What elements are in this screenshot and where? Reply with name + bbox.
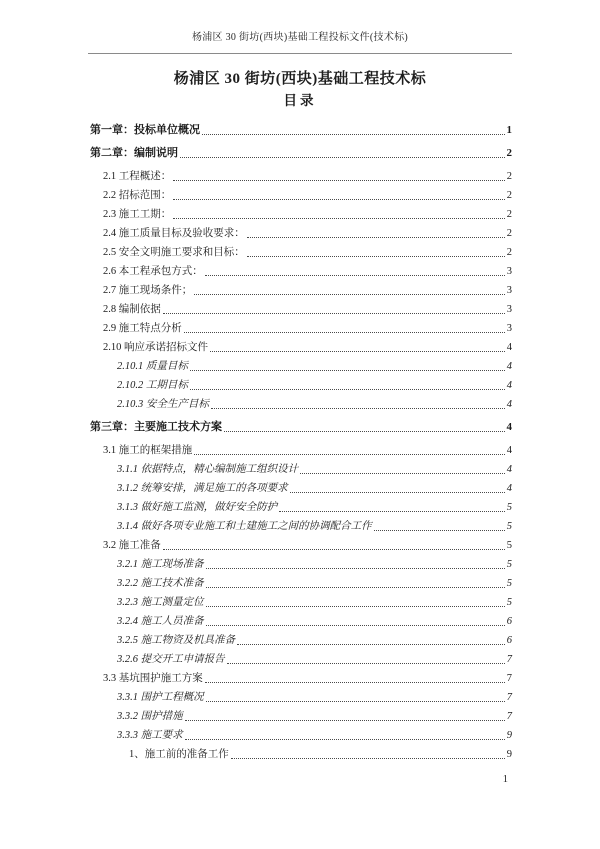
toc-leader-dots xyxy=(210,351,505,352)
toc-list xyxy=(88,119,512,762)
toc-entry-page: 2 xyxy=(506,147,512,159)
toc-entry xyxy=(88,203,512,222)
toc-leader-dots xyxy=(180,157,505,158)
toc-leader-dots xyxy=(173,199,505,200)
toc-heading: 目录 xyxy=(283,93,317,108)
toc-entry-label: 2.7 施工现场条件； xyxy=(103,285,193,296)
toc-entry-label: 2.2 招标范围： xyxy=(103,190,172,201)
toc-entry-page: 7 xyxy=(506,673,512,684)
toc-entry-label: 3.3 基坑围护施工方案 xyxy=(103,673,203,684)
toc-leader-dots xyxy=(290,492,505,493)
toc-entry-label: 2.10.3 安全生产目标 xyxy=(117,399,209,410)
toc-entry xyxy=(88,279,512,298)
toc-entry xyxy=(88,142,512,161)
toc-leader-dots xyxy=(211,408,505,409)
toc-entry xyxy=(88,317,512,336)
toc-entry-label: 3.2.5 施工物资及机具准备 xyxy=(117,635,236,646)
document-title: 杨浦区 30 街坊(西块)基础工程技术标 xyxy=(173,71,427,87)
toc-entry-label: 3.3.1 围护工程概况 xyxy=(117,692,204,703)
toc-entry-label: 2.10.1 质量目标 xyxy=(117,361,188,372)
toc-entry-label: 第一章：投标单位概况 xyxy=(90,124,200,136)
toc-entry xyxy=(88,241,512,260)
toc-entry xyxy=(88,591,512,610)
toc-leader-dots xyxy=(237,644,505,645)
toc-entry-page: 5 xyxy=(506,521,512,532)
toc-entry-label: 2.6 本工程承包方式： xyxy=(103,266,203,277)
toc-entry-label: 2.4 施工质量目标及验收要求： xyxy=(103,228,245,239)
toc-entry xyxy=(88,165,512,184)
toc-leader-dots xyxy=(173,218,505,219)
toc-entry-page: 4 xyxy=(506,361,512,372)
toc-entry xyxy=(88,515,512,534)
toc-entry-label: 3.1.4 做好各项专业施工和土建施工之间的协调配合工作 xyxy=(117,521,372,532)
toc-entry-label: 第三章：主要施工技术方案 xyxy=(90,421,222,433)
toc-entry-page: 2 xyxy=(506,171,512,182)
toc-entry-label: 3.2.2 施工技术准备 xyxy=(117,578,204,589)
toc-entry-label: 2.9 施工特点分析 xyxy=(103,323,182,334)
toc-entry xyxy=(88,416,512,435)
toc-entry-page: 7 xyxy=(506,711,512,722)
toc-entry xyxy=(88,260,512,279)
toc-leader-dots xyxy=(247,237,505,238)
running-header-title: 杨浦区 30 街坊(西块)基础工程投标文件(技术标) xyxy=(191,32,409,43)
toc-entry-page: 4 xyxy=(506,464,512,475)
toc-entry-label: 2.1 工程概述： xyxy=(103,171,172,182)
toc-leader-dots xyxy=(185,739,505,740)
toc-leader-dots xyxy=(206,701,505,702)
toc-entry-page: 4 xyxy=(506,342,512,353)
toc-entry-page: 4 xyxy=(506,399,512,410)
toc-entry xyxy=(88,458,512,477)
toc-entry xyxy=(88,743,512,762)
toc-entry xyxy=(88,439,512,458)
toc-entry-label: 3.2.4 施工人员准备 xyxy=(117,616,204,627)
toc-entry-label: 3.1 施工的框架措施 xyxy=(103,445,193,456)
toc-entry-page: 6 xyxy=(506,616,512,627)
toc-entry-page: 4 xyxy=(506,421,512,433)
toc-leader-dots xyxy=(173,180,505,181)
toc-leader-dots xyxy=(185,720,505,721)
toc-leader-dots xyxy=(194,454,505,455)
toc-entry xyxy=(88,119,512,138)
toc-leader-dots xyxy=(194,294,505,295)
toc-entry-page: 7 xyxy=(506,654,512,665)
toc-entry-page: 5 xyxy=(506,502,512,513)
toc-entry xyxy=(88,355,512,374)
toc-entry-page: 9 xyxy=(506,730,512,741)
toc-entry-page: 4 xyxy=(506,483,512,494)
header-divider-line xyxy=(88,53,512,54)
toc-entry-label: 3.3.2 围护措施 xyxy=(117,711,183,722)
toc-entry-label: 3.1.1 依据特点，精心编制施工组织设计 xyxy=(117,464,299,475)
toc-leader-dots xyxy=(224,431,505,432)
page-header xyxy=(88,32,512,54)
toc-entry xyxy=(88,724,512,743)
toc-entry xyxy=(88,610,512,629)
toc-leader-dots xyxy=(163,549,505,550)
toc-entry-label: 2.5 安全文明施工要求和目标： xyxy=(103,247,245,258)
toc-entry xyxy=(88,686,512,705)
toc-leader-dots xyxy=(231,758,505,759)
toc-entry-label: 3.2 施工准备 xyxy=(103,540,161,551)
toc-leader-dots xyxy=(205,275,505,276)
footer-page-number: 1 xyxy=(502,774,508,785)
toc-entry xyxy=(88,629,512,648)
toc-entry-page: 2 xyxy=(506,228,512,239)
toc-leader-dots xyxy=(190,389,505,390)
toc-entry-page: 4 xyxy=(506,380,512,391)
toc-entry-page: 5 xyxy=(506,559,512,570)
toc-entry-label: 3.1.3 做好施工监测，做好安全防护 xyxy=(117,502,278,513)
toc-entry xyxy=(88,705,512,724)
toc-leader-dots xyxy=(374,530,505,531)
toc-entry-label: 2.8 编制依据 xyxy=(103,304,161,315)
toc-leader-dots xyxy=(206,625,505,626)
toc-entry xyxy=(88,374,512,393)
toc-entry xyxy=(88,667,512,686)
toc-entry xyxy=(88,534,512,553)
toc-entry xyxy=(88,184,512,203)
toc-leader-dots xyxy=(227,663,505,664)
toc-entry-page: 3 xyxy=(506,285,512,296)
toc-entry-page: 5 xyxy=(506,540,512,551)
toc-leader-dots xyxy=(190,370,505,371)
toc-entry-page: 2 xyxy=(506,247,512,258)
toc-leader-dots xyxy=(206,606,505,607)
toc-entry-page: 1 xyxy=(506,124,512,136)
toc-entry xyxy=(88,336,512,355)
toc-leader-dots xyxy=(206,568,505,569)
toc-entry-page: 2 xyxy=(506,209,512,220)
toc-entry xyxy=(88,572,512,591)
toc-entry-label: 2.10.2 工期目标 xyxy=(117,380,188,391)
toc-leader-dots xyxy=(202,134,505,135)
toc-entry-page: 3 xyxy=(506,304,512,315)
toc-entry xyxy=(88,553,512,572)
toc-entry xyxy=(88,298,512,317)
toc-leader-dots xyxy=(205,682,505,683)
toc-entry-page: 6 xyxy=(506,635,512,646)
toc-leader-dots xyxy=(163,313,505,314)
toc-entry-page: 3 xyxy=(506,323,512,334)
toc-entry-label: 1、施工前的准备工作 xyxy=(129,749,229,760)
toc-entry-label: 2.3 施工工期： xyxy=(103,209,172,220)
toc-leader-dots xyxy=(206,587,505,588)
toc-entry-page: 2 xyxy=(506,190,512,201)
toc-entry-label: 2.10 响应承诺招标文件 xyxy=(103,342,208,353)
toc-entry-label: 3.2.1 施工现场准备 xyxy=(117,559,204,570)
toc-leader-dots xyxy=(300,473,505,474)
toc-entry-page: 9 xyxy=(506,749,512,760)
toc-entry xyxy=(88,648,512,667)
toc-entry-label: 3.2.3 施工测量定位 xyxy=(117,597,204,608)
toc-entry xyxy=(88,393,512,412)
toc-entry-label: 3.1.2 统筹安排，满足施工的各项要求 xyxy=(117,483,288,494)
toc-entry-label: 第二章：编制说明 xyxy=(90,147,178,159)
toc-entry xyxy=(88,496,512,515)
toc-entry-label: 3.2.6 提交开工申请报告 xyxy=(117,654,225,665)
toc-entry-label: 3.3.3 施工要求 xyxy=(117,730,183,741)
toc-leader-dots xyxy=(279,511,505,512)
toc-entry-page: 7 xyxy=(506,692,512,703)
toc-leader-dots xyxy=(184,332,505,333)
toc-entry xyxy=(88,477,512,496)
toc-entry-page: 4 xyxy=(506,445,512,456)
toc-entry-page: 3 xyxy=(506,266,512,277)
toc-leader-dots xyxy=(247,256,505,257)
toc-entry xyxy=(88,222,512,241)
toc-entry-page: 5 xyxy=(506,578,512,589)
toc-entry-page: 5 xyxy=(506,597,512,608)
